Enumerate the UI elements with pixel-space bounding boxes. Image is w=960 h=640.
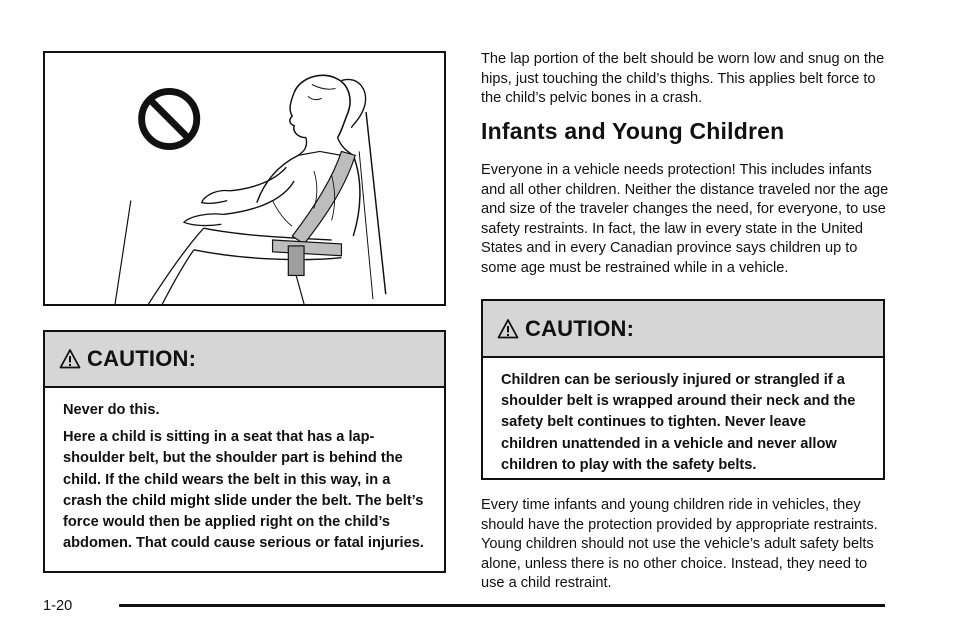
prohibition-icon: [142, 91, 197, 146]
caution-box-left: [43, 330, 446, 573]
footer-rule: [119, 604, 885, 607]
caution-paragraph: Children can be seriously injured or strangled if a shoulder belt is wrapped around their neck and the safety belt continues to tighten. Never leave children unattended in a vehicle and never allow children to play with the safety belts.: [501, 372, 856, 473]
section-heading: Infants and Young Children: [481, 118, 785, 144]
body-paragraph-restraints: Every time infants and young children ride in vehicles, they should have the protection provided by appropriate restraints. Young children should not use the vehicle’s adult safety belts alone, unless there is no other choice. Instead, they need to use a child restraint.: [481, 497, 878, 592]
caution-header: [45, 332, 444, 388]
caution-paragraph: Here a child is sitting in a seat that has a lap-shoulder belt, but the shoulder part is behind the child. If the child wears the belt in this way, in a crash the child might slide under the belt. The belt’s force would then be applied right on the child’s abdomen. That could cause serious or fatal injuries.: [63, 429, 424, 552]
caution-title: CAUTION:: [525, 315, 635, 341]
body-paragraph-lap-belt: The lap portion of the belt should be worn low and snug on the hips, just touching the child’s thighs. This applies belt force to the child’s pelvic bones in a crash.: [481, 51, 885, 107]
caution-header: [483, 301, 883, 358]
caution-title: CAUTION:: [87, 346, 197, 371]
page-number: 1-20: [43, 598, 73, 614]
caution-box-right: [481, 299, 885, 480]
warning-triangle-icon: [497, 318, 519, 340]
child-seatbelt-illustration: [43, 51, 446, 306]
body-paragraph-protection: Everyone in a vehicle needs protection! This includes infants and all other children. Neither the distance traveled nor the age and size of the traveler changes the need, for everyone, to use safety restraints. In fact, the law in every state in the United States and in every Canadian province says children up to some age must be restrained while in a vehicle.: [481, 162, 889, 276]
caution-body: [483, 358, 883, 476]
warning-triangle-icon: [59, 348, 81, 370]
caution-body: [45, 388, 444, 554]
caution-paragraph: Never do this.: [63, 402, 160, 418]
child-figure-drawing: [45, 53, 444, 304]
